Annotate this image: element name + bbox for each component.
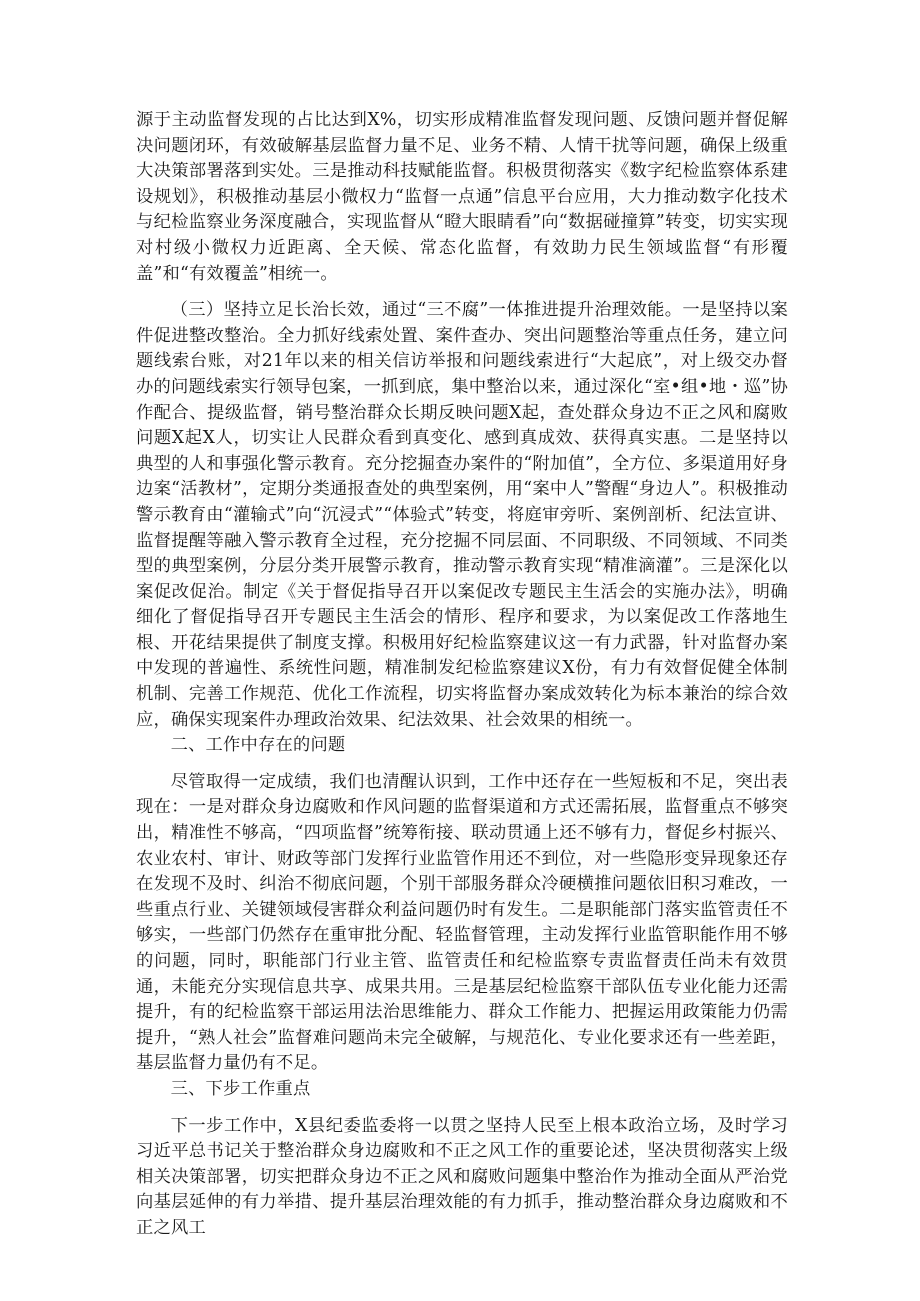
paragraph-section-three: （三）坚持立足长治长效，通过“三不腐”一体推进提升治理效能。一是坚持以案件促进整改整治。全力抓好线索处置、案件查办、突出问题整治等重点任务，建立问题线索台账，对21年以来的相关信访举报和问题线索进行“大起底”，对上级交办督办的问题线索实行领导包案，一抓到底，集中整治以来，通过深化“室•组•地・巡”协作配合、提级监督，销号整治群众长期反映问题X起，查处群众身边不正之风和腐败问题X起X人，切实让人民群众看到真变化、感到真成效、获得真实惠。二是坚持以典型的人和事强化警示教育。充分挖掘查办案件的“附加值”，全方位、多渠道用好身边案“活教材”，定期分类通报查处的典型案例，用“案中人”警醒“身边人”。积极推动警示教育由“灌输式”向“沉浸式”“体验式”转变，将庭审旁听、案例剖析、纪法宣讲、监督提醒等融入警示教育全过程，充分挖掘不同层面、不同职级、不同领域、不同类型的典型案例，分层分类开展警示教育，推动警示教育实现“精准滴灌”。三是深化以案促改促治。制定《关于督促指导召开以案促改专题民主生活会的实施办法》，明确细化了督促指导召开专题民主生活会的情形、程序和要求，为以案促改工作落地生根、开花结果提供了制度支撑。积极用好纪检监察建议这一有力武器，针对监督办案中发现的普遍性、系统性问题，精准制发纪检监察建议X份，有力有效督促健全体制机制、完善工作规范、优化工作流程，切实将监督办案成效转化为标本兼治的综合效应，确保实现案件办理政治效果、纪法效果、社会效果的相统一。	[136, 300, 788, 730]
paragraph-next-steps: 下一步工作中，X县纪委监委将一以贯之坚持人民至上根本政治立场，及时学习习近平总书记关于整治群众身边腐败和不正之风工作的重要论述，坚决贯彻落实上级相关决策部署，切实把群众身边不正之风和腐败问题集中整治作为推动全面从严治党向基层延伸的有力举措、提升基层治理效能的有力抓手，推动整治群众身边腐败和不正之风工	[136, 1115, 788, 1238]
document-body	[136, 108, 788, 1242]
heading-problems: 二、工作中存在的问题	[170, 735, 346, 756]
paragraph-problems: 尽管取得一定成绩，我们也清醒认识到，工作中还存在一些短板和不足，突出表现在：一是对群众身边腐败和作风问题的监督渠道和方式还需拓展，监督重点不够突出，精准性不够高，“四项监督”统筹衔接、联动贯通上还不够有力，督促乡村振兴、农业农村、审计、财政等部门发挥行业监管作用还不到位，对一些隐形变异现象还存在发现不及时、纠治不彻底问题，个别干部服务群众冷硬横推问题依旧积习难改，一些重点行业、关键领域侵害群众利益问题仍时有发生。二是职能部门落实监管责任不够实，一些部门仍然存在重审批分配、轻监督管理，主动发挥行业监管职能作用不够的问题，同时，职能部门行业主管、监管责任和纪检监察专责监督责任尚未有效贯通，未能充分实现信息共享、成果共用。三是基层纪检监察干部队伍专业化能力还需提升，有的纪检监察干部运用法治思维能力、群众工作能力、把握运用政策能力仍需提升，“熟人社会”监督难问题尚未完全破解，与规范化、专业化要求还有一些差距，基层监督力量仍有不足。	[136, 771, 788, 1074]
paragraph-continued: 源于主动监督发现的占比达到X%，切实形成精准监督发现问题、反馈问题并督促解决问题闭环，有效破解基层监督力量不足、业务不精、人情干扰等问题，确保上级重大决策部署落到实处。三是推动科技赋能监督。积极贯彻落实《数字纪检监察体系建设规划》，积极推动基层小微权力“监督一点通”信息平台应用，大力推动数字化技术与纪检监察业务深度融合，实现监督从“瞪大眼睛看”向“数据碰撞算”转变，切实实现对村级小微权力近距离、全天候、常态化监督，有效助力民生领域监督“有形覆盖”和“有效覆盖”相统一。	[136, 110, 788, 284]
heading-next-steps: 三、下步工作重点	[170, 1078, 311, 1099]
